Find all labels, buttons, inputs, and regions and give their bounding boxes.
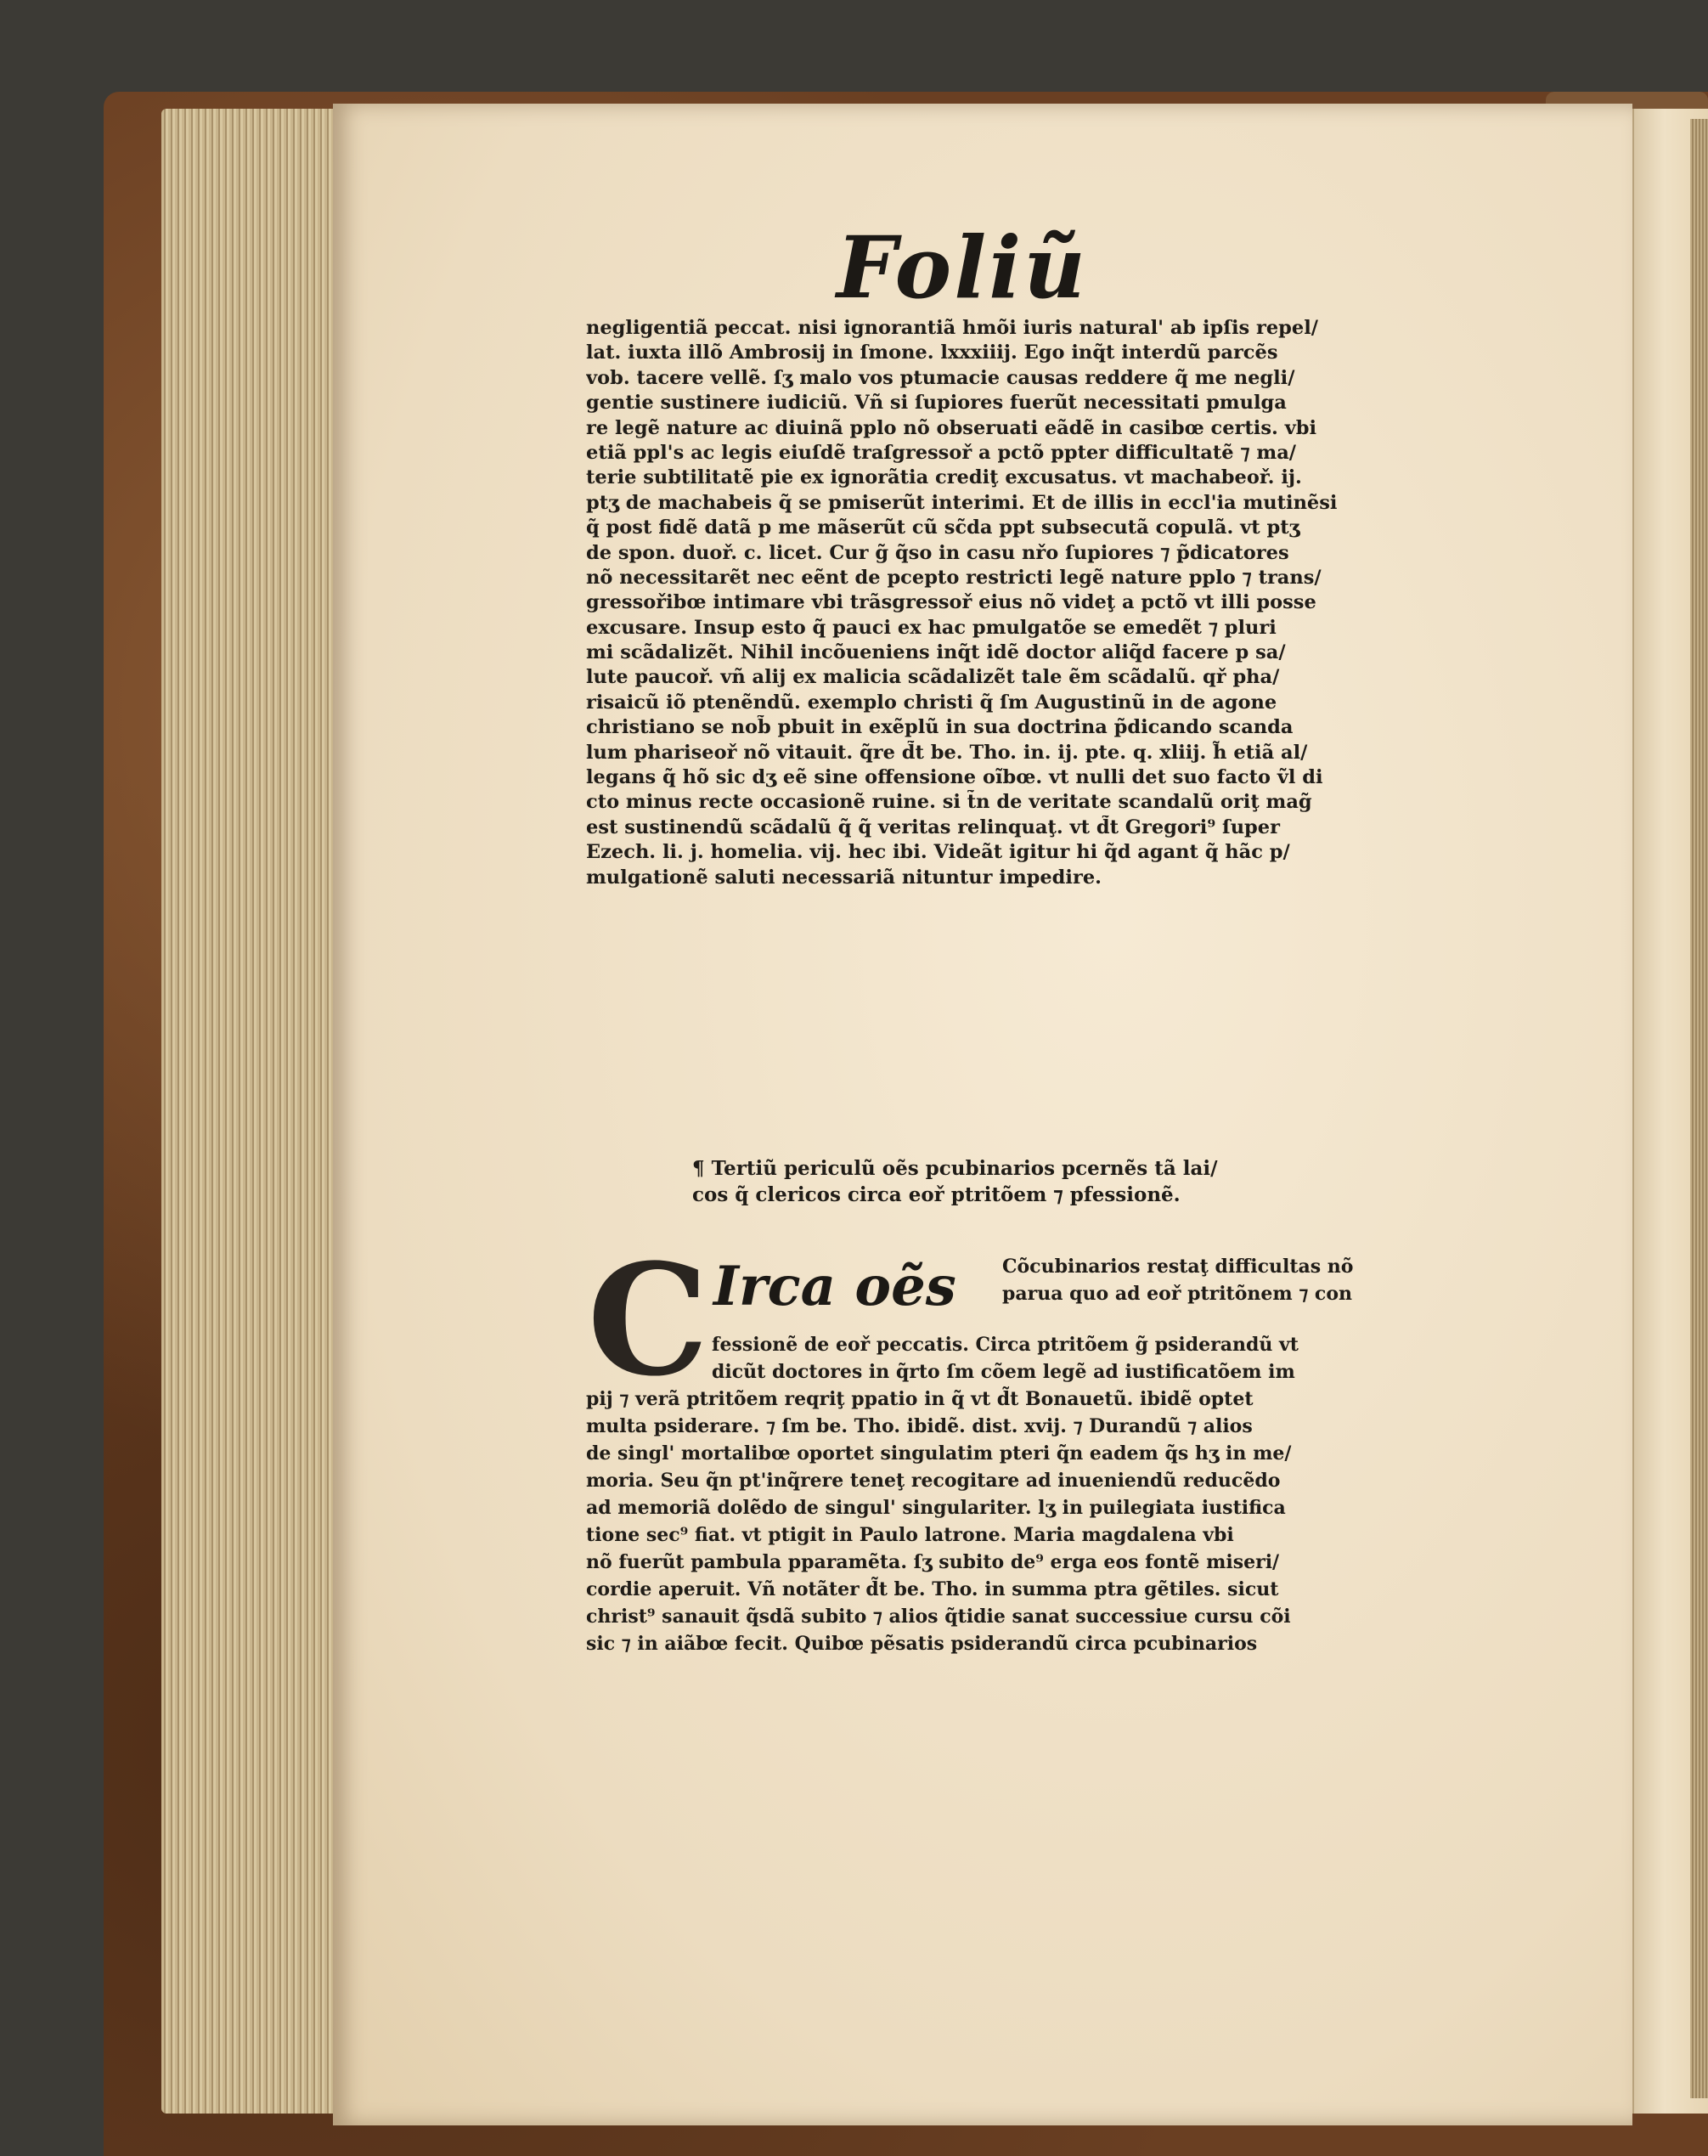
paragraph-2-indented	[712, 1331, 1471, 1386]
text-line: lute paucoř. vñ alij ex malicia scãdalizẽt tale ẽm scãdalũ. qř pha/	[586, 666, 1280, 689]
page-edges-left	[161, 109, 340, 2114]
text-line: tione sec⁹ fiat. vt ptigit in Paulo latrone. Maria magdalena vbi	[586, 1524, 1234, 1546]
heading-line: cos q̃ clericos circa eoř ptritõem ⁊ pfessionẽ.	[692, 1183, 1181, 1206]
text-line: gressořibœ intimare vbi trãsgressoř eius nõ videţ a pctõ vt illi posse	[586, 591, 1316, 614]
text-line: mi scãdalizẽt. Nihil incõueniens inq̃t idẽ doctor aliq̃d facere p sa/	[586, 641, 1286, 664]
text-line: christ⁹ sanauit q̃sdã subito ⁊ alios q̃tidie sanat successiue cursu cõi	[586, 1606, 1291, 1628]
text-line: q̃ post fidẽ datã p me mãserũt cũ sc̃da ppt subsecutã copulã. vt ptʒ	[586, 516, 1300, 539]
initial-letter: C	[587, 1231, 709, 1410]
heading-line: ¶ Tertiũ periculũ oẽs pcubinarios pcernẽs tã lai/	[692, 1157, 1218, 1180]
text-line: legans q̃ hõ sic dʒ eẽ sine offensione oĩbœ. vt nulli det suo facto ṽl di	[586, 766, 1323, 789]
text-line: moria. Seu q̃n pt'inq̃rere teneţ recogitare ad inueniendũ reducẽdo	[586, 1470, 1281, 1492]
text-line: lum phariseoř nõ vitauit. q̃re d̃t be. Tho. in. ij. pte. q. xliij. h̃ etiã al/	[586, 741, 1308, 764]
text-line: negligentiã peccat. nisi ignorantiã hmõi iuris natural' ab ipſis repel/	[586, 317, 1318, 339]
text-line: vob. tacere vellẽ. ſʒ malo vos ptumacie causas reddere q̃ me negli/	[586, 366, 1295, 389]
text-line: risaicũ iõ ptenẽndũ. exemplo christi q̃ ſm Augustinũ in de agone	[586, 691, 1277, 714]
page-edges-right	[1690, 119, 1708, 2098]
text-line: de singl' mortalibœ oportet singulatim pteri q̃n eadem q̃s hʒ in me/	[586, 1442, 1292, 1465]
text-line: ad memoriã dolẽdo de singul' singulariter. lʒ in puilegiata iustifica	[586, 1497, 1286, 1519]
text-line: Cõcubinarios restaţ difficultas nõ	[1002, 1256, 1354, 1278]
text-line: gentie sustinere iudiciũ. Vñ si ſupiores fuerũt necessitati pmulga	[586, 392, 1287, 415]
text-line: sic ⁊ in aiãbœ fecit. Quibœ pẽsatis psiderandũ circa pcubinarios	[586, 1633, 1258, 1655]
text-line: cto minus recte occasionẽ ruine. si t̃n de veritate scandalũ oriţ mag̃	[586, 791, 1312, 814]
running-head: Foliũ	[837, 217, 1088, 318]
section-heading	[692, 1155, 1474, 1208]
text-line: parua quo ad eoř ptritõnem ⁊ con	[1002, 1283, 1352, 1305]
text-line: multa psiderare. ⁊ ſm be. Tho. ibidẽ. dist. xvij. ⁊ Durandũ ⁊ alios	[586, 1415, 1253, 1437]
incipit: Irca oẽs	[713, 1255, 956, 1318]
text-line: christiano se nob̃ pbuit in exẽplũ in sua doctrina p̃dicando scanda	[586, 716, 1294, 739]
text-line: nõ fuerũt pambula pparamẽta. ſʒ subito de⁹ erga eos fontẽ miseri/	[586, 1551, 1280, 1573]
text-line: Ezech. li. j. homelia. vij. hec ibi. Videãt igitur hi q̃d agant q̃ hãc p/	[586, 841, 1290, 864]
paragraph-1	[586, 316, 1469, 890]
paragraph-2	[586, 1386, 1471, 1657]
paragraph-2-right	[1002, 1253, 1471, 1307]
text-line: lat. iuxta illõ Ambrosij in ſmone. lxxxiiij. Ego inq̃t interdũ parcẽs	[586, 341, 1278, 364]
text-line: fessionẽ de eoř peccatis. Circa ptritõem g̃ psiderandũ vt	[712, 1334, 1299, 1356]
text-line: cordie aperuit. Vñ notãter d̃t be. Tho. in summa ptra gẽtiles. sicut	[586, 1578, 1279, 1600]
text-line: est sustinendũ scãdalũ q̃ q̃ veritas relinquaţ. vt d̃t Gregori⁹ ſuper	[586, 816, 1280, 838]
text-line: mulgationẽ saluti necessariã nituntur impedire.	[586, 866, 1102, 889]
text-line: ptʒ de machabeis q̃ se pmiserũt interimi. Et de illis in eccl'ia mutinẽsi	[586, 491, 1338, 514]
text-line: dicũt doctores in q̃rto ſm cõem legẽ ad iustificatõem im	[712, 1361, 1295, 1383]
text-line: terie subtilitatẽ pie ex ignorãtia crediţ excusatus. vt machabeoř. ij.	[586, 466, 1302, 489]
text-line: excusare. Insup esto q̃ pauci ex hac pmulgatõe se emedẽt ⁊ pluri	[586, 616, 1277, 639]
text-line: de spon. duoř. c. licet. Cur g̃ q̃so in casu nřo ſupiores ⁊ p̃dicatores	[586, 541, 1289, 564]
text-line: pij ⁊ verã ptritõem reqriţ ppatio in q̃ vt d̃t Bonauetũ. ibidẽ optet	[586, 1388, 1254, 1410]
text-line: nõ necessitarẽt nec eẽnt de pcepto restricti legẽ nature pplo ⁊ trans/	[586, 566, 1322, 589]
text-line: re legẽ nature ac diuinã pplo nõ obseruati eãdẽ in casibœ certis. vbi	[586, 416, 1317, 439]
text-line: etiã ppl's ac legis eiuſdẽ traſgressoř a pctõ ppter difficultatẽ ⁊ ma/	[586, 441, 1297, 464]
